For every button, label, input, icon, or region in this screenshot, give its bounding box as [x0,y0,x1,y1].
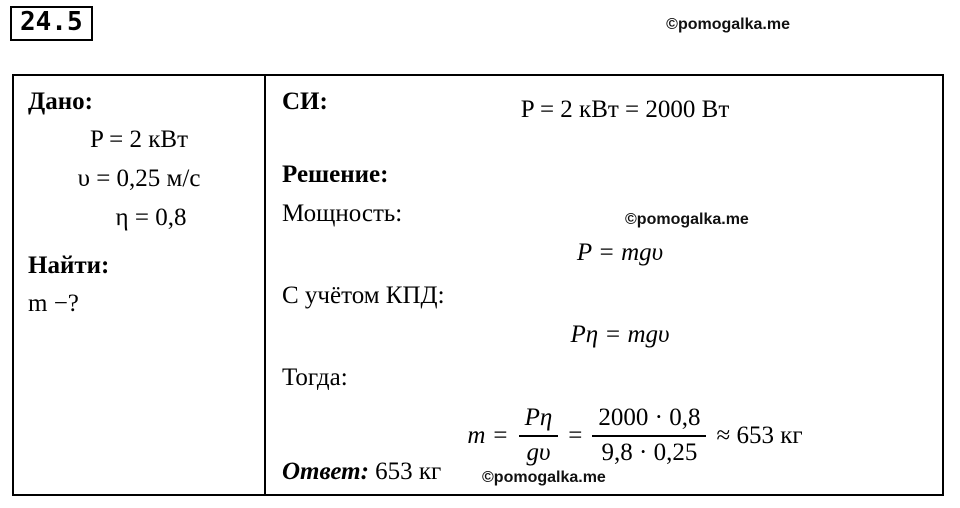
task-number-badge: 24.5 [10,6,93,41]
fraction-numeric-numerator: 2000 · 0,8 [592,404,706,437]
watermark-bottom: ©pomogalka.me [482,469,606,486]
fraction-symbolic-numerator: Pη [519,404,559,437]
given-line-power: P = 2 кВт [89,126,189,154]
answer-label: Ответ: [282,458,369,485]
power-formula: P = mgυ [576,239,664,267]
si-conversion: P = 2 кВт = 2000 Вт [520,96,730,124]
find-value: m −? [28,289,79,317]
final-lhs: m = [467,421,509,449]
fraction-numeric [592,404,706,468]
approx-result: ≈ 653 кг [716,421,803,449]
fraction-symbolic [519,404,559,468]
power-label: Мощность: [282,200,403,227]
equals-sign: = [568,421,583,449]
efficiency-label: С учётом КПД: [282,281,445,309]
solution-heading: Решение: [282,160,389,188]
fraction-numeric-denominator: 9,8 · 0,25 [601,438,698,466]
si-heading: СИ: [282,88,328,115]
solution-column [266,76,942,494]
given-column [14,76,266,494]
watermark-top: ©pomogalka.me [666,16,790,33]
given-line-efficiency: η = 0,8 [115,203,187,231]
efficiency-formula: Pη = mgυ [570,321,670,348]
problem-table [12,74,944,496]
answer-value: 653 кг [375,458,442,485]
given-heading: Дано: [28,88,93,115]
given-line-velocity: υ = 0,25 м/с [77,165,201,192]
find-heading: Найти: [28,251,110,279]
answer-line [282,458,441,486]
then-label: Тогда: [282,363,348,391]
fraction-symbolic-denominator: gυ [526,438,551,466]
watermark-middle: ©pomogalka.me [625,211,749,228]
